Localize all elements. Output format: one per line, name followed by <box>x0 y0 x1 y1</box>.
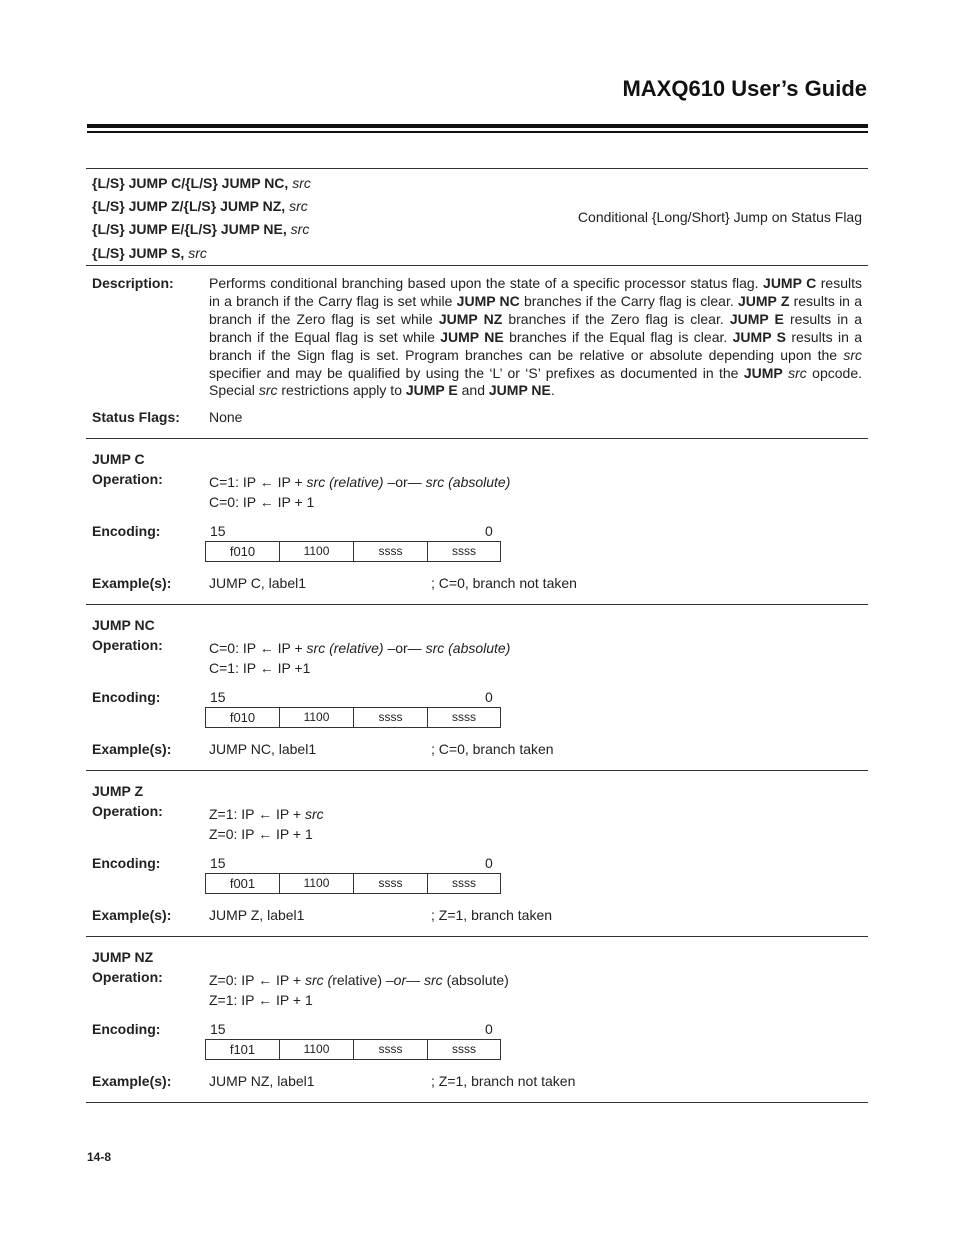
heading-line-1: {L/S} JUMP C/{L/S} JUMP NC, src <box>92 175 311 191</box>
example-code: JUMP Z, label1 <box>209 907 305 923</box>
description-label: Description: <box>92 275 174 291</box>
encoding-table <box>205 707 501 728</box>
operation-line-1: C=1: IP ← IP + src (relative) –or— src (absolute) <box>209 474 511 490</box>
encoding-bit-high: 15 <box>210 523 226 539</box>
example-comment: ; Z=1, branch taken <box>431 907 553 923</box>
example-code: JUMP NZ, label1 <box>209 1073 315 1089</box>
operation-line-2: Z=0: IP ← IP + 1 <box>209 826 313 842</box>
encoding-bit-low: 0 <box>485 523 493 539</box>
encoding-cell: 1100 <box>280 542 354 561</box>
encoding-cell: ssss <box>354 542 428 561</box>
example-code: JUMP NC, label1 <box>209 741 317 757</box>
header-rule-thin <box>87 131 868 133</box>
header-rule-thick <box>87 124 868 128</box>
divider <box>86 936 868 937</box>
encoding-cell: ssss <box>354 874 428 893</box>
instruction-summary: Conditional {Long/Short} Jump on Status Flag <box>577 209 862 225</box>
examples-label: Example(s): <box>92 575 172 591</box>
encoding-bit-high: 15 <box>210 855 226 871</box>
encoding-label: Encoding: <box>92 689 161 705</box>
heading-line-3: {L/S} JUMP E/{L/S} JUMP NE, src <box>92 221 310 237</box>
status-flags-value: None <box>209 409 243 425</box>
encoding-cell: ssss <box>452 710 476 724</box>
description-text: Performs conditional branching based upon the state of a specific processor status flag. JUMP C results in a branch if the Carry flag is set while JUMP NC branches if the Carry flag is clear. JUMP Z results in a branch if the Zero flag is set while JUMP NZ branches if the Zero flag is clear. JUMP E results in a branch if the Equal flag is set while JUMP NE branches if the Equal flag is clear. JUMP S results in a branch if the Sign flag is set. Program branches can be relative or absolute depending upon the src specifier and may be qualified by using the ‘L’ or ‘S’ prefixes as documented in the JUMP src opcode. Special src restrictions apply to JUMP E and JUMP NE. <box>209 275 863 399</box>
example-comment: ; C=0, branch not taken <box>431 575 577 591</box>
encoding-cell: 1100 <box>280 708 354 727</box>
encoding-label: Encoding: <box>92 1021 161 1037</box>
status-flags-label: Status Flags: <box>92 409 180 425</box>
encoding-cell: f001 <box>206 874 280 893</box>
page-title: MAXQ610 User’s Guide <box>622 76 867 101</box>
operation-line-2: Z=1: IP ← IP + 1 <box>209 992 313 1008</box>
encoding-label: Encoding: <box>92 855 161 871</box>
divider <box>86 1102 868 1103</box>
operation-line-1: Z=1: IP ← IP + src <box>209 806 324 822</box>
heading-line-4: {L/S} JUMP S, src <box>92 245 207 261</box>
page-number: 14-8 <box>87 1150 112 1164</box>
example-code: JUMP C, label1 <box>209 575 307 591</box>
divider <box>86 265 868 266</box>
encoding-bit-low: 0 <box>485 1021 493 1037</box>
operation-label: Operation: <box>92 969 163 985</box>
section-title: JUMP NZ <box>92 949 154 965</box>
operation-label: Operation: <box>92 803 163 819</box>
operation-label: Operation: <box>92 471 163 487</box>
encoding-cell: ssss <box>452 544 476 558</box>
operation-line-2: C=0: IP ← IP + 1 <box>209 494 315 510</box>
divider <box>86 168 868 169</box>
examples-label: Example(s): <box>92 907 172 923</box>
operation-line-1: Z=0: IP ← IP + src (relative) –or— src (absolute) <box>209 972 509 988</box>
encoding-label: Encoding: <box>92 523 161 539</box>
encoding-cell: ssss <box>452 876 476 890</box>
example-comment: ; C=0, branch taken <box>431 741 554 757</box>
encoding-cell: f010 <box>206 542 280 561</box>
section-title: JUMP Z <box>92 783 144 799</box>
examples-label: Example(s): <box>92 741 172 757</box>
section-title: JUMP NC <box>92 617 155 633</box>
encoding-cell: f101 <box>206 1040 280 1059</box>
operation-line-1: C=0: IP ← IP + src (relative) –or— src (absolute) <box>209 640 511 656</box>
operation-label: Operation: <box>92 637 163 653</box>
encoding-bit-high: 15 <box>210 689 226 705</box>
encoding-cell: ssss <box>354 1040 428 1059</box>
operation-line-2: C=1: IP ← IP +1 <box>209 660 311 676</box>
examples-label: Example(s): <box>92 1073 172 1089</box>
encoding-bit-low: 0 <box>485 855 493 871</box>
encoding-bit-high: 15 <box>210 1021 226 1037</box>
divider <box>86 438 868 439</box>
section-title: JUMP C <box>92 451 145 467</box>
encoding-cell: f010 <box>206 708 280 727</box>
encoding-table <box>205 541 501 562</box>
encoding-table <box>205 1039 501 1060</box>
encoding-cell: ssss <box>354 708 428 727</box>
encoding-cell: 1100 <box>280 1040 354 1059</box>
encoding-cell: 1100 <box>280 874 354 893</box>
divider <box>86 604 868 605</box>
example-comment: ; Z=1, branch not taken <box>431 1073 576 1089</box>
divider <box>86 770 868 771</box>
encoding-cell: ssss <box>452 1042 476 1056</box>
encoding-table <box>205 873 501 894</box>
encoding-bit-low: 0 <box>485 689 493 705</box>
heading-line-2: {L/S} JUMP Z/{L/S} JUMP NZ, src <box>92 198 308 214</box>
